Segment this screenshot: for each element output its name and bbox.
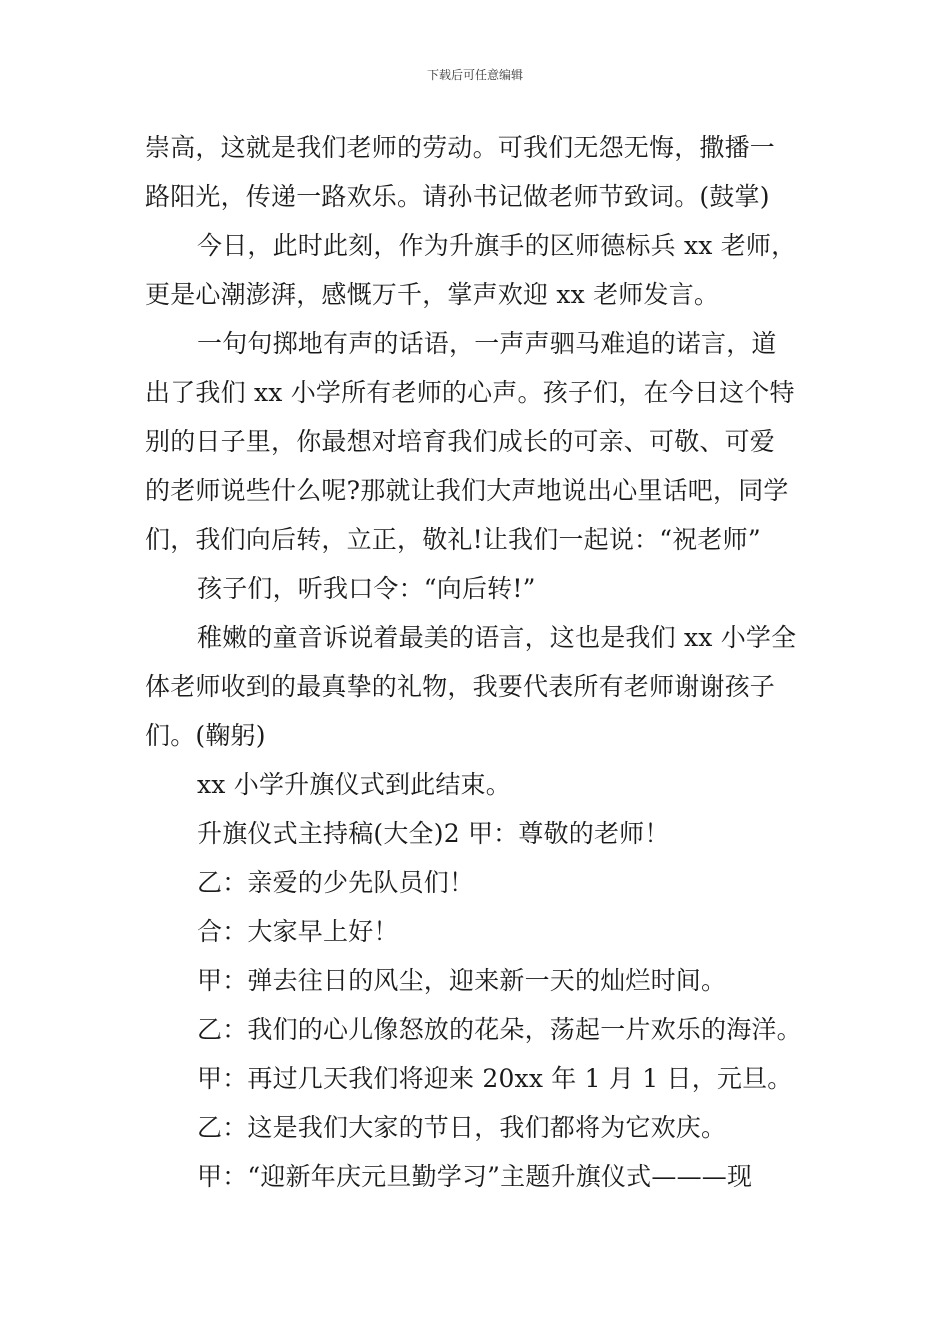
text-line: 合：大家早上好！ [197, 917, 399, 946]
text-line: 甲：弹去往日的风尘，迎来新一天的灿烂时间。 [197, 966, 727, 995]
text-line: 路阳光，传递一路欢乐。请孙书记做老师节致词。(鼓掌) [145, 182, 770, 211]
text-line: 的老师说些什么呢?那就让我们大声地说出心里话吧，同学 [145, 476, 789, 505]
text-line: 们，我们向后转，立正，敬礼!让我们一起说：“祝老师” [145, 525, 761, 554]
text-line: 甲：“迎新年庆元旦勤学习”主题升旗仪式———现 [197, 1162, 753, 1191]
text-line: 一句句掷地有声的话语，一声声驷马难追的诺言，道 [197, 329, 777, 358]
text-line: 乙：这是我们大家的节日，我们都将为它欢庆。 [197, 1113, 727, 1142]
text-line: xx 小学升旗仪式到此结束。 [197, 770, 511, 799]
text-line: 乙：亲爱的少先队员们！ [197, 868, 475, 897]
text-line: 稚嫩的童音诉说着最美的语言，这也是我们 xx 小学全 [197, 623, 797, 652]
text-line: 更是心潮澎湃，感慨万千，掌声欢迎 xx 老师发言。 [145, 280, 720, 309]
document-body [145, 123, 809, 1201]
text-line: 今日，此时此刻，作为升旗手的区师德标兵 xx 老师， [197, 231, 797, 260]
text-line: 别的日子里，你最想对培育我们成长的可亲、可敬、可爱 [145, 427, 776, 456]
text-line: 孩子们，听我口令：“向后转!” [197, 574, 536, 603]
text-line: 们。(鞠躬) [145, 721, 266, 750]
page-header: 下载后可任意编辑 [426, 68, 523, 82]
text-line: 乙：我们的心儿像怒放的花朵，荡起一片欢乐的海洋。 [197, 1015, 802, 1044]
text-line: 出了我们 xx 小学所有老师的心声。孩子们，在今日这个特 [145, 378, 795, 407]
text-line: 甲：再过几天我们将迎来 20xx 年 1 月 1 日，元旦。 [197, 1064, 793, 1093]
text-line: 体老师收到的最真挚的礼物，我要代表所有老师谢谢孩子 [145, 672, 776, 701]
text-line: 升旗仪式主持稿(大全)2 甲：尊敬的老师！ [197, 819, 670, 848]
text-line: 崇高，这就是我们老师的劳动。可我们无怨无悔，撒播一 [145, 133, 776, 162]
